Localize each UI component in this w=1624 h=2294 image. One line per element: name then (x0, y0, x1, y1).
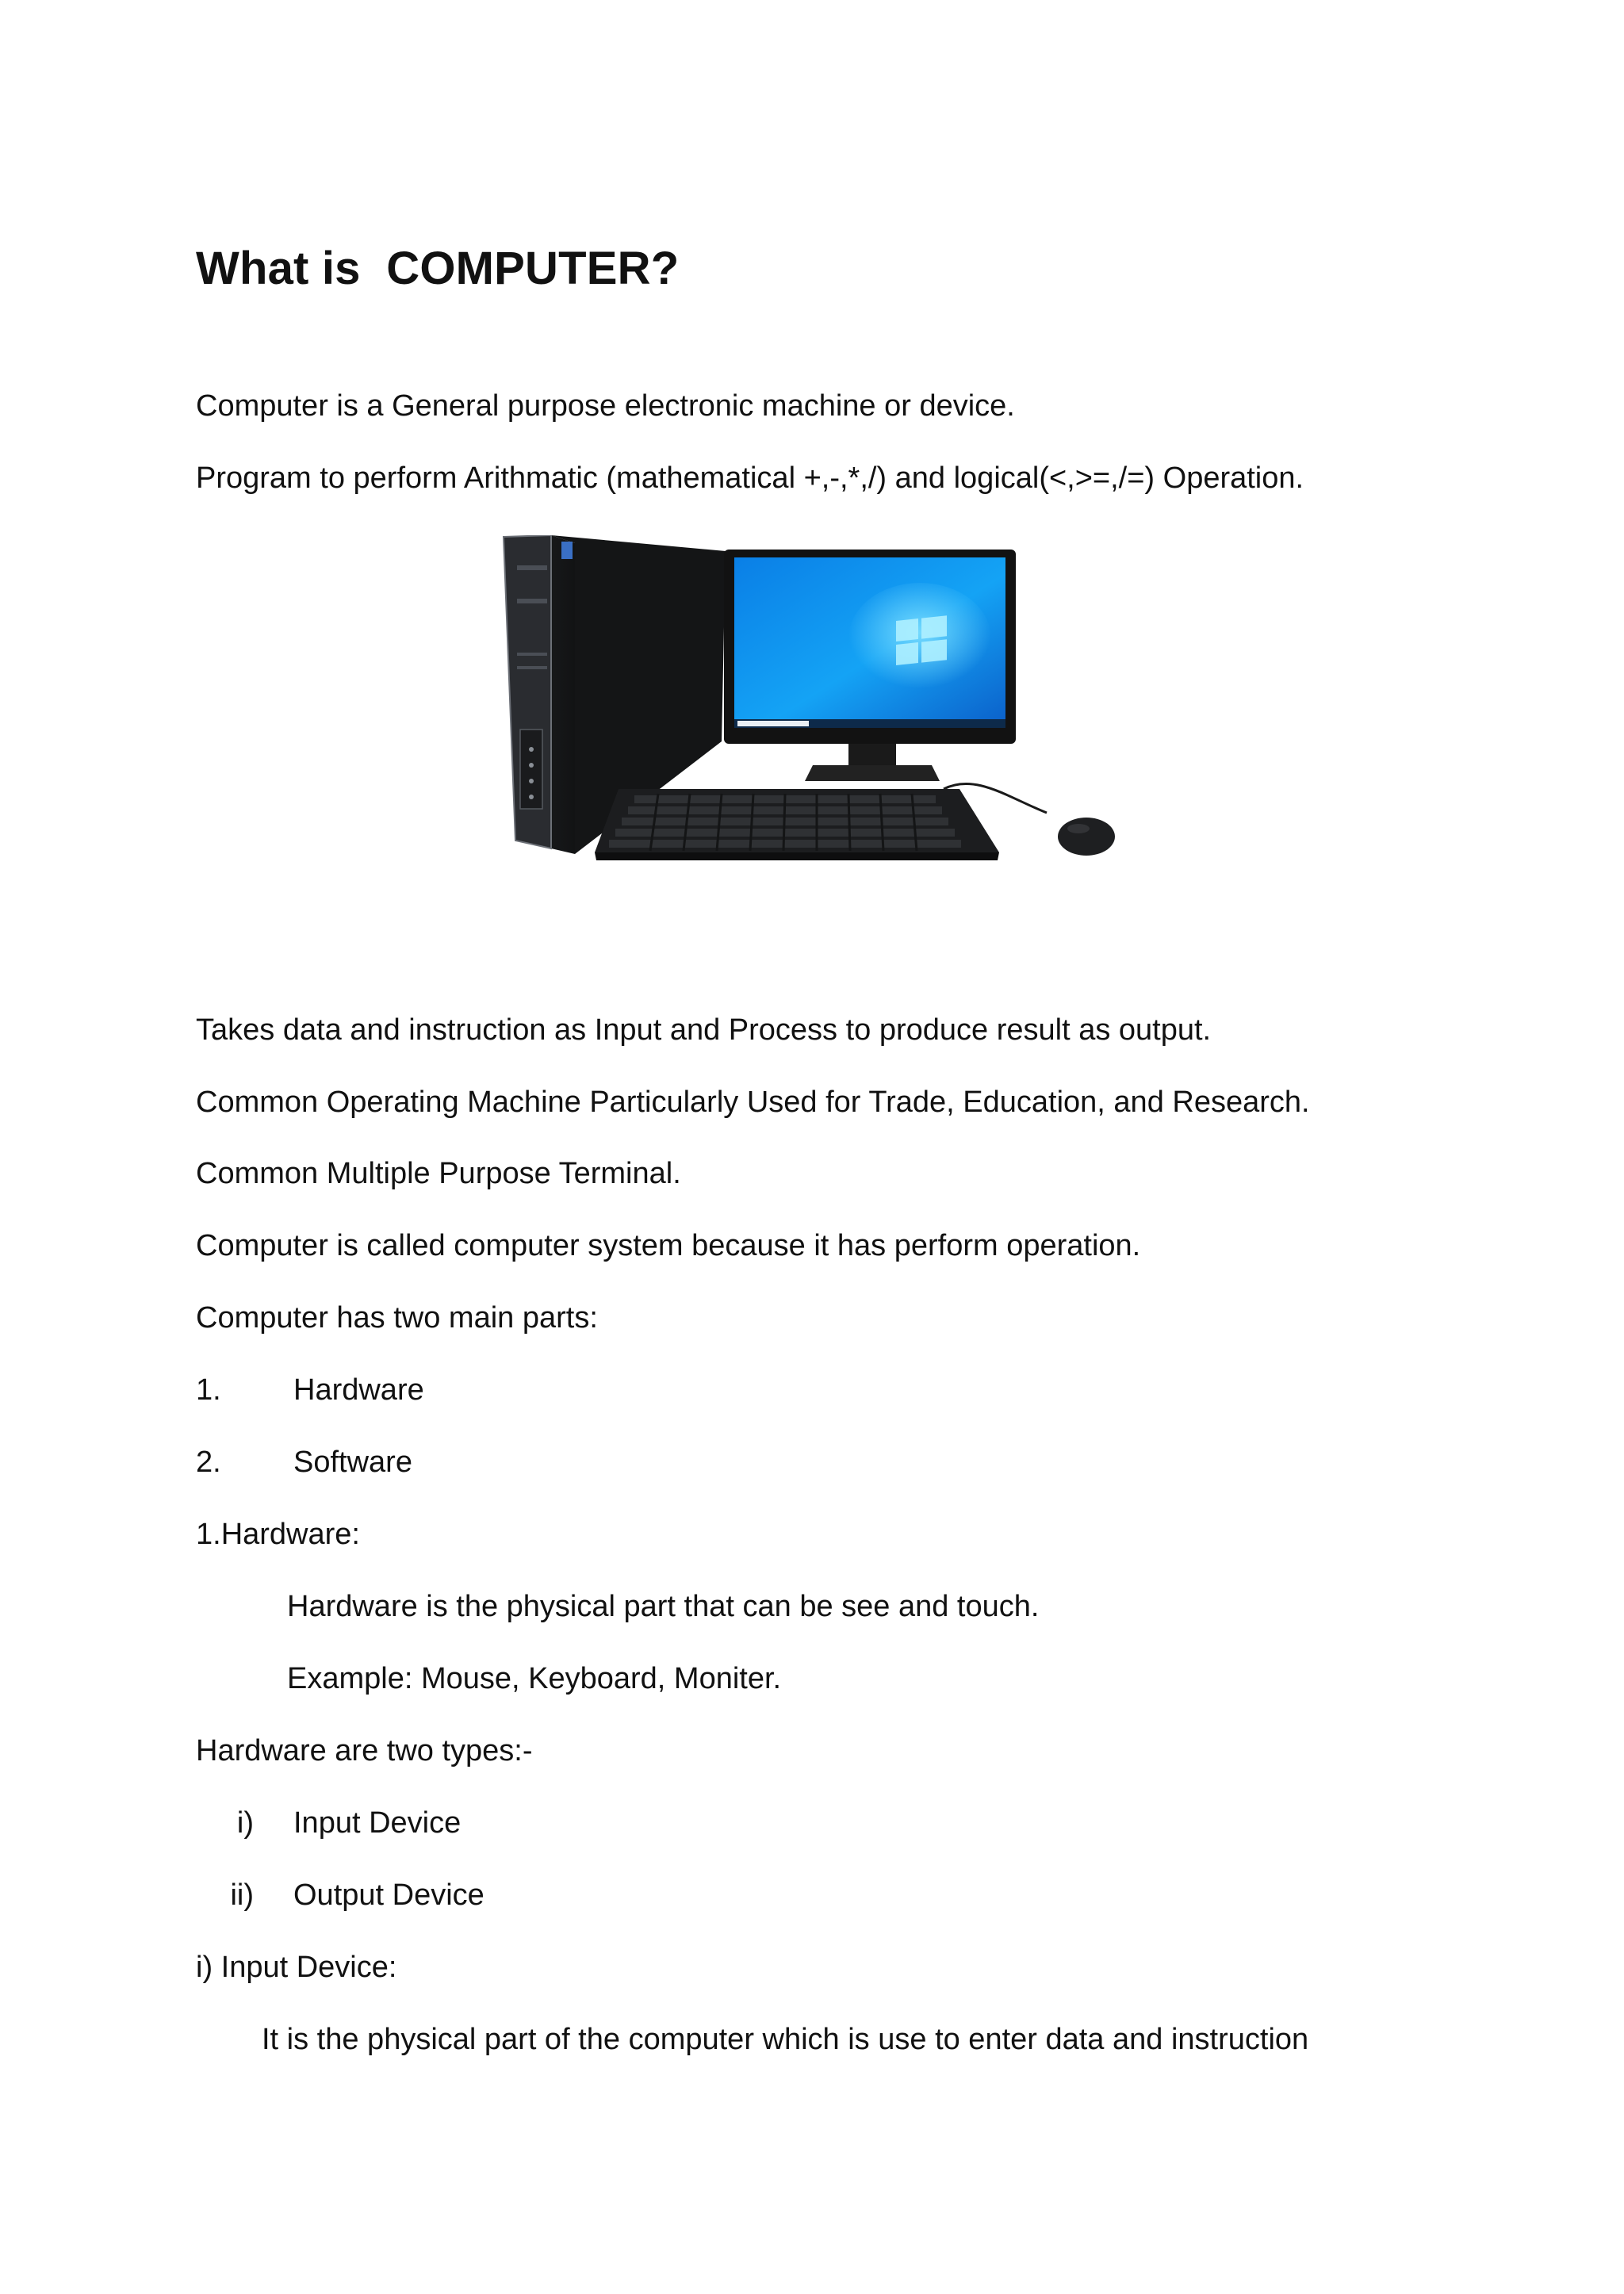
hardware-types-heading: Hardware are two types:- (196, 1734, 533, 1767)
page-title: What is COMPUTER? (196, 243, 680, 294)
list-item-number: i) (236, 1806, 254, 1840)
desktop-computer-icon (500, 535, 1134, 884)
body-line-1: Takes data and instruction as Input and Process to produce result as output. (196, 1013, 1212, 1047)
mouse-icon (1058, 818, 1115, 856)
list-item-number: 1. (196, 1373, 221, 1407)
list-item-number: ii) (230, 1878, 254, 1912)
body-line-5: Computer has two main parts: (196, 1301, 598, 1335)
body-line-2: Common Operating Machine Particularly Used for Trade, Education, and Research. (196, 1086, 1310, 1119)
input-device-description: It is the physical part of the computer which is use to enter data and instruction (262, 2023, 1309, 2056)
monitor-icon (724, 550, 1016, 781)
hardware-heading: 1.Hardware: (196, 1518, 360, 1551)
hardware-example: Example: Mouse, Keyboard, Moniter. (287, 1662, 782, 1695)
hardware-description: Hardware is the physical part that can be see and touch. (287, 1590, 1040, 1623)
list-item-label: Software (293, 1446, 412, 1479)
body-line-3: Common Multiple Purpose Terminal. (196, 1157, 681, 1190)
intro-line-1: Computer is a General purpose electronic machine or device. (196, 389, 1015, 423)
list-item-label: Input Device (293, 1806, 462, 1840)
keyboard-icon (595, 783, 1047, 860)
body-line-4: Computer is called computer system because it has perform operation. (196, 1229, 1141, 1262)
intro-line-2: Program to perform Arithmatic (mathematical +,-,*,/) and logical(<,>=,/=) Operation. (196, 461, 1304, 495)
list-item-number: 2. (196, 1446, 221, 1479)
input-device-heading: i) Input Device: (196, 1951, 397, 1984)
list-item-label: Hardware (293, 1373, 424, 1407)
list-item-label: Output Device (293, 1878, 485, 1912)
